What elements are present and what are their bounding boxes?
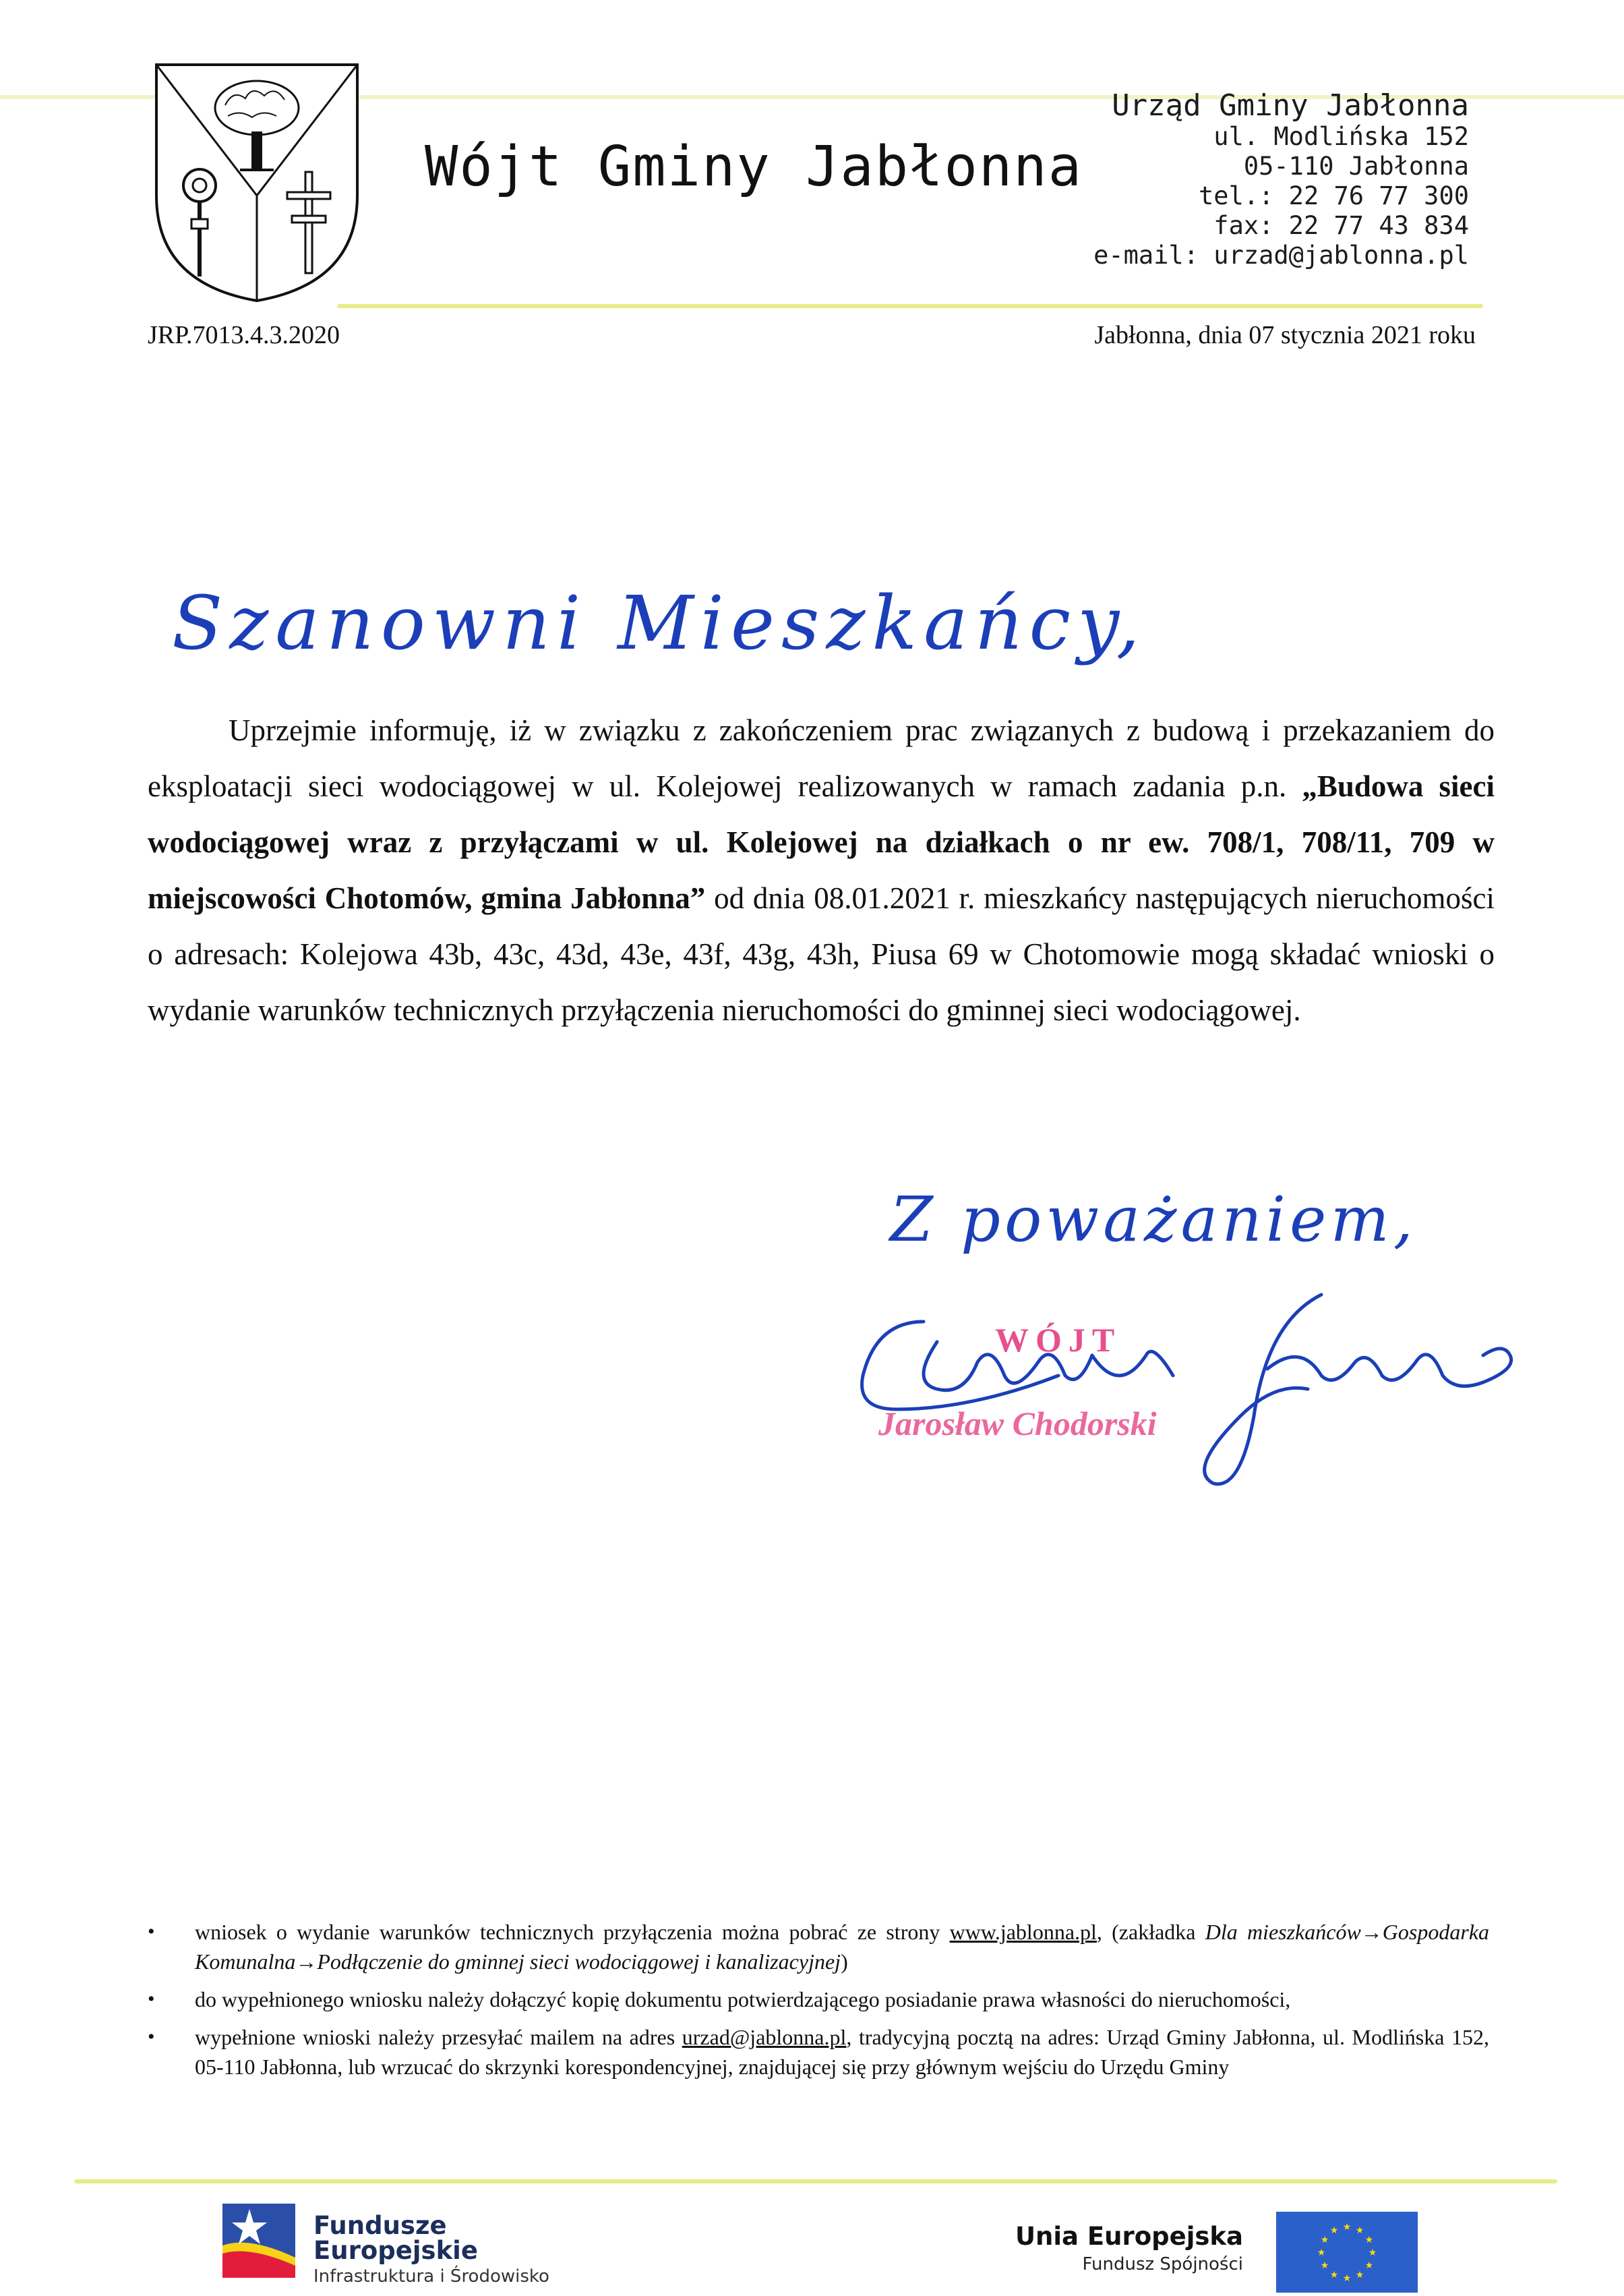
note-text: , (zakładka (1096, 1920, 1205, 1944)
stamp-name: Jarosław Chodorski (878, 1405, 1157, 1442)
bullet-marker: • (148, 2026, 155, 2048)
eu-flag-icon (1276, 2212, 1418, 2293)
eu-star-icon: ★ (1320, 2261, 1329, 2271)
note-text: ) (841, 1949, 848, 1974)
footnote-attachment (148, 1984, 1489, 2014)
bullet-marker: • (148, 1988, 155, 2010)
eu-label (1015, 2223, 1243, 2278)
note-text: , tradycyjną pocztą na adres: Urząd Gminy Jabłonna, ul. Modlińska 152, 05-110 Jabłonna, lub wrzucać do skrzynki korespondencyjnej, znajdującej się przy głównym wejściu do Urzędu Gminy (195, 2025, 1490, 2079)
eu-line-1: Unia Europejska (1015, 2222, 1243, 2251)
stamp-title: WÓJT (995, 1321, 1122, 1359)
eu-star-icon: ★ (1329, 2226, 1339, 2237)
office-email: e-mail: urzad@jablonna.pl (1093, 241, 1469, 270)
note-text: do wypełnionego wniosku należy dołączyć kopię dokumentu potwierdzającego posiadanie prawa własności do nieruchomości, (195, 1987, 1291, 2011)
eu-star-icon: ★ (1368, 2248, 1377, 2258)
eu-star-icon: ★ (1355, 2226, 1364, 2237)
handwritten-greeting: Szanowni Mieszkańcy, (172, 580, 1147, 666)
body-text-start: Uprzejmie informuję, iż w związku z zakończeniem prac związanych z budową i przekazaniem do eksploatacji sieci wodociągowej w ul. Kolejowej realizowanych w ramach zadania p.n. (148, 713, 1495, 803)
eu-star-icon: ★ (1364, 2235, 1374, 2245)
signature-scribble (836, 1281, 1537, 1497)
eu-line-2: Fundusz Spójności (1082, 2254, 1243, 2274)
eu-star-icon: ★ (1317, 2248, 1326, 2258)
note-text: wypełnione wnioski należy przesyłać mailem na adres (195, 2025, 682, 2049)
letter-body (148, 703, 1495, 1038)
office-phone: tel.: 22 76 77 300 (1199, 181, 1469, 210)
eu-star-icon: ★ (1364, 2261, 1374, 2271)
office-name: Urząd Gminy Jabłonna (1112, 88, 1469, 123)
fe-line-2: Europejskie (313, 2236, 478, 2265)
office-street: ul. Modlińska 152 (1213, 122, 1469, 151)
body-text-bold: „Budowa sieci wodociągowej wraz z przyłączami w ul. Kolejowej na działkach o nr ew. 708/1, 708/11, 709 w miejscowości Chotomów, gmina Jabłonna” (148, 769, 1495, 915)
footnote-submission (148, 2022, 1489, 2082)
eu-star-icon: ★ (1342, 2274, 1352, 2284)
eu-star-icon: ★ (1355, 2270, 1364, 2280)
coat-of-arms-emblem (152, 61, 361, 303)
body-text-end: od dnia 08.01.2021 r. mieszkańcy następujących nieruchomości o adresach: Kolejowa 43b, 43c, 43d, 43e, 43f, 43g, 43h, Piusa 69 w Chotomowie mogą składać wnioski o wydanie warunków technicznych przyłączenia nieruchomości do gminnej sieci wodociągowej. (148, 881, 1495, 1027)
footer-rule (74, 2179, 1557, 2183)
letter-title: Wójt Gminy Jabłonna (425, 135, 1083, 199)
bullet-marker: • (148, 1920, 155, 1943)
european-funds-logo-icon (222, 2204, 295, 2278)
eu-star-icon: ★ (1342, 2223, 1352, 2233)
note-path: Dla mieszkańców→Gospodarka Komunalna→Podłączenie do gminnej sieci wodociągowej i kanalizacyjnej (195, 1920, 1490, 1974)
office-fax: fax: 22 77 43 834 (1213, 211, 1469, 240)
footnote-download (148, 1917, 1489, 1976)
note-text: wniosek o wydanie warunków technicznych przyłączenia można pobrać ze strony (195, 1920, 950, 1944)
fe-line-1: Fundusze (313, 2211, 447, 2240)
eu-star-icon: ★ (1329, 2270, 1339, 2280)
european-funds-label (313, 2213, 549, 2290)
eu-star-icon: ★ (1320, 2235, 1329, 2245)
fe-line-3: Infrastruktura i Środowisko (313, 2266, 549, 2287)
letter-date: Jabłonna, dnia 07 stycznia 2021 roku (1094, 321, 1476, 349)
reference-number: JRP.7013.4.3.2020 (148, 321, 340, 349)
footnotes (148, 1917, 1489, 2090)
header-rule-bottom (337, 304, 1483, 308)
website-link[interactable]: www.jablonna.pl (949, 1920, 1097, 1944)
email-link[interactable]: urzad@jablonna.pl (682, 2025, 847, 2049)
handwritten-closing: Z poważaniem, (890, 1183, 1417, 1256)
office-address-block (1093, 90, 1469, 270)
office-postal: 05-110 Jabłonna (1243, 152, 1469, 181)
